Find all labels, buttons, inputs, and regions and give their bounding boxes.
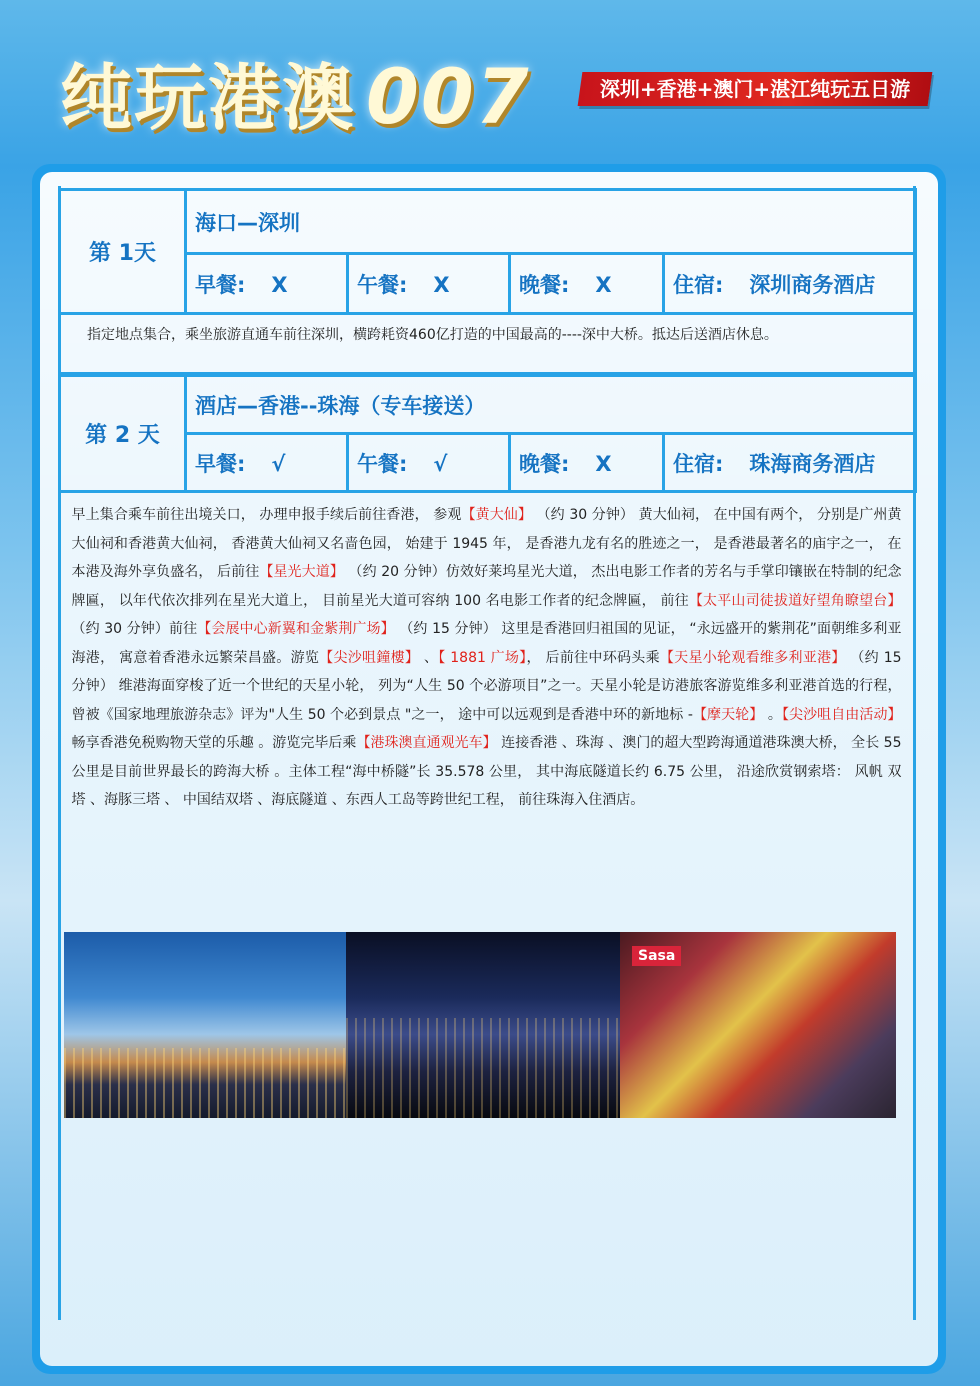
- attraction-ferris-wheel: 【摩天轮】: [692, 706, 764, 723]
- attraction-clock-tower: 【尖沙咀鐘樓】: [319, 649, 420, 666]
- photo-strip: [64, 932, 896, 1118]
- day2-breakfast: [186, 434, 348, 492]
- day1-table: [58, 188, 917, 375]
- night-skyline-photo: [346, 932, 620, 1118]
- day2-dinner: [510, 434, 664, 492]
- day1-lunch: [348, 254, 510, 314]
- breakfast-value: X: [271, 272, 288, 297]
- attraction-star-ferry: 【天星小轮观看维多利亚港】: [659, 649, 846, 666]
- breakfast-label: 早餐:: [195, 451, 246, 476]
- breakfast-label: 早餐:: [195, 272, 246, 297]
- day1-breakfast: [186, 254, 348, 314]
- desc-text: （约 30 分钟）前往: [71, 621, 198, 637]
- lunch-value: √: [433, 451, 448, 476]
- day1-stay: [664, 254, 916, 314]
- stay-value: 深圳商务酒店: [749, 272, 876, 297]
- dinner-value: X: [595, 272, 612, 297]
- city-lights: [64, 1048, 346, 1118]
- attraction-avenue-of-stars: 【星光大道】: [259, 564, 344, 580]
- title-text: 纯玩港澳: [60, 56, 357, 140]
- title-number: 007: [366, 52, 531, 141]
- desc-text: 畅享香港免税购物天堂的乐趣 。游览完毕后乘: [71, 735, 357, 751]
- street-scene-photo: [620, 932, 896, 1118]
- day1-route: 海口—深圳: [186, 190, 916, 254]
- tour-banner-text: 深圳+香港+澳门+湛江纯玩五日游: [599, 77, 911, 101]
- breakfast-value: √: [271, 451, 286, 476]
- attraction-tst-free: 【尖沙咀自由活动】: [781, 706, 902, 723]
- stay-value: 珠海商务酒店: [749, 451, 876, 476]
- day2-description: [60, 492, 916, 821]
- sasa-sign: Sasa: [632, 946, 681, 966]
- stay-label: 住宿:: [673, 451, 724, 476]
- attraction-1881: 【 1881 广场】: [438, 649, 527, 666]
- desc-text: （约 30 分钟） 黄大仙祠， 在中国有两个， 分别是广州黄大仙祠和香港黄大仙祠， 香港黄大仙祠又名啬色园， 始建于 1945 年， 是香港九龙有名的胜迹之一， 是香港最著名的庙宇之一， 在本港及海外享负盛名， 后前往: [71, 507, 902, 580]
- lunch-label: 午餐:: [357, 451, 408, 476]
- attraction-peak-lookout: 【太平山司徒拔道好望角瞭望台】: [688, 592, 902, 609]
- desc-text: （约 15 分钟） 这里是香港回归祖国的见证， “永远盛开的紫荆花”面朝维多利亚海港， 寓意着香港永远繁荣昌盛。游览: [71, 621, 902, 666]
- tour-banner: [578, 72, 933, 106]
- day2-label: 第 2 天: [60, 376, 186, 492]
- desc-text: （约 15 分钟） 维港海面穿梭了近一个世纪的天星小轮， 列为“人生 50 个必游项目”之一。天星小轮是访港旅客游览维多利亚港首选的行程， 曾被《国家地理旅游杂志》评为"人生 50 个必到景点 "之一， 途中可以远观到是香港中环的新地标 -: [71, 649, 902, 723]
- lunch-label: 午餐:: [357, 272, 408, 297]
- desc-text: ， 后前往中环码头乘: [526, 649, 660, 666]
- victoria-harbour-photo: [64, 932, 346, 1118]
- stay-label: 住宿:: [673, 272, 724, 297]
- dinner-label: 晚餐:: [519, 272, 570, 297]
- day2-table: [58, 374, 917, 821]
- day2-route: 酒店—香港--珠海（专车接送）: [186, 376, 916, 434]
- desc-text: 、: [419, 649, 439, 666]
- day1-description: 指定地点集合，乘坐旅游直通车前往深圳，横跨耗资460亿打造的中国最高的----深中大桥。抵达后送酒店休息。: [60, 314, 916, 374]
- attraction-golden-bauhinia: 【会展中心新翼和金紫荆广场】: [197, 621, 395, 637]
- desc-text: （约 20 分钟）仿效好莱坞星光大道， 杰出电影工作者的芳名与手掌印镶嵌在特制的纪念牌匾， 以年代依次排列在星光大道上， 目前星光大道可容纳 100 名电影工作者的纪念牌匾， 前往: [71, 564, 902, 609]
- dinner-label: 晚餐:: [519, 451, 570, 476]
- desc-text: 连接香港 、珠海 、澳门的超大型跨海通道港珠澳大桥， 全长 55 公里是目前世界最长的跨海大桥 。主体工程“海中桥隧”长 35.578 公里， 其中海底隧道长约 6.75 公里， 沿途欣赏钢索塔： 风帆 双塔 、海豚三塔 、 中国结双塔 、海底隧道 、东西人工岛等跨世纪工程， 前往珠海入住酒店。: [71, 735, 902, 808]
- day2-lunch: [348, 434, 510, 492]
- day2-stay: [664, 434, 916, 492]
- lunch-value: X: [433, 272, 450, 297]
- city-lights: [346, 1018, 620, 1118]
- dinner-value: X: [595, 451, 612, 476]
- attraction-hzmb-bus: 【港珠澳直通观光车】: [356, 735, 497, 751]
- desc-text: 早上集合乘车前往出境关口， 办理申报手续后前往香港， 参观: [71, 507, 462, 523]
- day1-label: 第 1天: [60, 190, 186, 314]
- day1-dinner: [510, 254, 664, 314]
- attraction-huangdaxian: 【黄大仙】: [461, 507, 533, 523]
- header-title: [60, 40, 531, 144]
- desc-text: 。: [763, 706, 782, 723]
